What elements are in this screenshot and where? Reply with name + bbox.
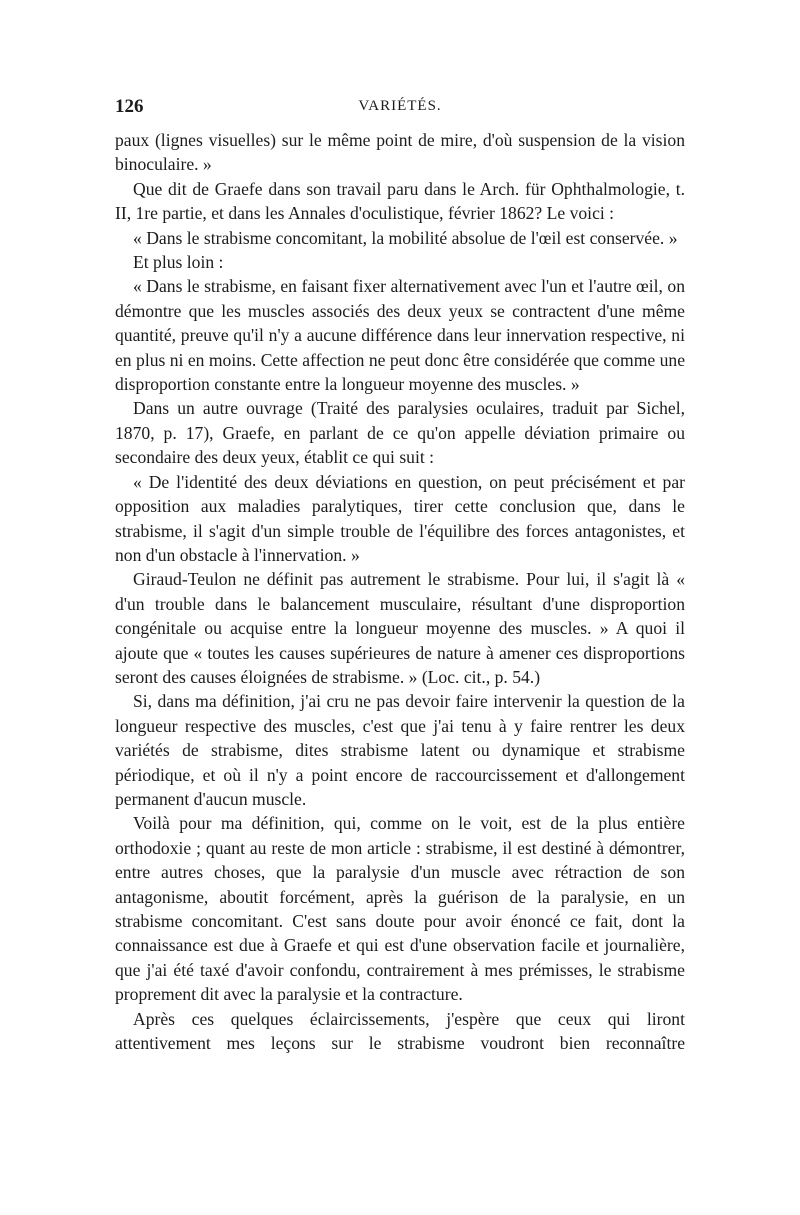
paragraph: Giraud-Teulon ne définit pas autrement le strabisme. Pour lui, il s'agit là « d'un trouble dans le balancement musculaire, résultant d'une disproportion congénitale ou acquise entre la longueur moyenne des muscles. » A quoi il ajoute que « toutes les causes supérieures de nature à amener ces disproportions seront des causes éloignées de strabisme. » (Loc. cit., p. 54.) [115,569,685,687]
body-text [115,128,685,1055]
paragraph: « Dans le strabisme concomitant, la mobilité absolue de l'œil est conservée. » [133,227,678,248]
paragraph: Dans un autre ouvrage (Traité des paralysies oculaires, traduit par Sichel, 1870, p. 17), Graefe, en parlant de ce qu'on appelle déviation primaire ou secondaire des deux yeux, établit ce qui suit : [115,398,685,468]
paragraph: « Dans le strabisme, en faisant fixer alternativement avec l'un et l'autre œil, on démontre que les muscles associés des deux yeux se contractent d'une même quantité, preuve qu'il n'y a aucune différence dans leur innervation respective, ni en plus ni en moins. Cette affection ne peut donc être considérée que comme une disproportion constante entre la longueur moyenne des muscles. » [115,276,685,395]
paragraph: paux (lignes visuelles) sur le même point de mire, d'où suspension de la vision binoculaire. » [115,130,685,175]
paragraph: Voilà pour ma définition, qui, comme on le voit, est de la plus entière orthodoxie ; quant au reste de mon article : strabisme, il est destiné à démontrer, entre autres choses, que la paralysie d'un muscle avec rétraction de son antagonisme, aboutit forcément, après la guérison de la paralysie, en un strabisme concomitant. C'est sans doute pour avoir énoncé ce fait, dont la connaissance est due à Graefe et qui est d'une observation facile et journalière, que j'ai été taxé d'avoir confondu, contrairement à mes prémisses, le strabisme proprement dit avec la paralysie et la contracture. [115,813,685,1005]
paragraph: Après ces quelques éclaircissements, j'espère que ceux qui liront attentivement mes leçons sur le strabisme voudront bien reconnaître [115,1008,685,1054]
running-title: VARIÉTÉS. [358,98,442,114]
paragraph: Et plus loin : [133,252,224,273]
paragraph: Que dit de Graefe dans son travail paru dans le Arch. für Ophthalmologie, t. II, 1re partie, et dans les Annales d'oculistique, février 1862? Le voici : [115,178,685,224]
paragraph: Si, dans ma définition, j'ai cru ne pas devoir faire intervenir la question de la longueur respective des muscles, c'est que j'ai tenu à y faire rentrer les deux variétés de strabisme, dites strabisme latent ou dynamique et strabisme périodique, et où il n'y a point encore de raccourcissement et d'allongement permanent d'aucun muscle. [115,691,685,809]
page-number: 126 [115,96,144,117]
page-header [115,96,685,120]
paragraph: « De l'identité des deux déviations en question, on peut précisément et par opposition aux maladies paralytiques, tirer cette conclusion que, dans le strabisme, il s'agit d'un simple trouble de l'équilibre des forces antagonistes, et non d'un obstacle à l'innervation. » [115,471,685,565]
